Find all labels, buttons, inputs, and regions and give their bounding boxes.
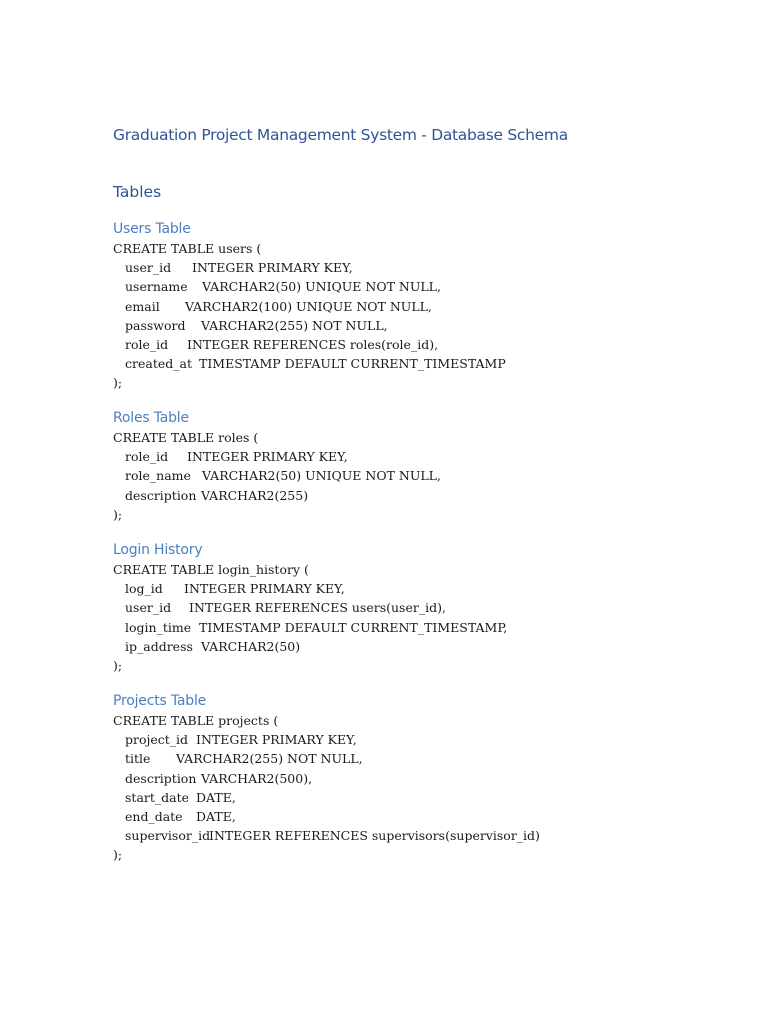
column-name: supervisor_id [125, 828, 211, 844]
column-type: DATE, [196, 808, 236, 824]
column-name: start_date [125, 789, 190, 805]
table-block-login-history [113, 540, 508, 675]
column-name: email [125, 298, 160, 314]
close-statement: ); [113, 657, 123, 673]
column-type: INTEGER REFERENCES users(user_id), [189, 600, 446, 616]
table-block-users [113, 219, 506, 393]
column-name: description [125, 770, 197, 786]
column-definition [113, 749, 363, 768]
document-title: Graduation Project Management System - Database Schema [113, 126, 568, 144]
create-statement: CREATE TABLE users ( [113, 241, 262, 256]
column-type: TIMESTAMP DEFAULT CURRENT_TIMESTAMP [199, 356, 506, 372]
column-definition [113, 579, 345, 598]
column-type: VARCHAR2(50) UNIQUE NOT NULL, [202, 279, 441, 295]
column-type: VARCHAR2(50) UNIQUE NOT NULL, [202, 468, 441, 484]
column-name: role_name [125, 468, 191, 484]
column-name: end_date [125, 808, 183, 824]
column-name: user_id [125, 600, 172, 616]
column-definition [113, 598, 446, 617]
column-definition [113, 807, 278, 826]
column-definition [113, 335, 439, 354]
column-type: INTEGER REFERENCES roles(role_id), [187, 336, 439, 352]
column-definition [113, 486, 309, 505]
create-statement: CREATE TABLE projects ( [113, 713, 279, 728]
column-type: VARCHAR2(255) [201, 487, 309, 503]
column-definition [113, 466, 441, 485]
column-definition [113, 826, 540, 845]
column-definition [113, 316, 388, 335]
close-statement: ); [113, 847, 123, 863]
table-block-projects [113, 691, 540, 865]
column-type: INTEGER PRIMARY KEY, [187, 449, 348, 465]
column-name: log_id [125, 581, 163, 597]
column-type: TIMESTAMP DEFAULT CURRENT_TIMESTAMP, [199, 619, 508, 635]
table-heading: Projects Table [113, 693, 207, 709]
column-name: description [125, 487, 197, 503]
column-definition [113, 447, 348, 466]
create-statement: CREATE TABLE roles ( [113, 430, 259, 445]
column-definition [113, 788, 278, 807]
column-type: INTEGER PRIMARY KEY, [196, 732, 357, 748]
table-heading: Users Table [113, 221, 191, 237]
column-type: VARCHAR2(255) NOT NULL, [176, 751, 363, 767]
create-statement: CREATE TABLE login_history ( [113, 562, 309, 577]
column-type: VARCHAR2(50) [201, 638, 301, 654]
column-name: ip_address [125, 638, 193, 654]
column-type: DATE, [196, 789, 236, 805]
column-name: login_time [125, 619, 192, 635]
column-name: user_id [125, 260, 172, 276]
column-definition [113, 277, 441, 296]
sql-code-block [113, 239, 506, 393]
column-type: INTEGER REFERENCES supervisors(supervisor_id) [209, 828, 540, 844]
column-name: password [125, 317, 186, 333]
column-definition [113, 618, 508, 637]
sql-code-block [113, 560, 508, 675]
column-type: VARCHAR2(255) NOT NULL, [201, 317, 388, 333]
column-definition [113, 354, 506, 373]
table-block-roles [113, 408, 441, 524]
close-statement: ); [113, 375, 123, 391]
column-definition [113, 730, 357, 749]
table-heading: Login History [113, 542, 203, 558]
table-heading: Roles Table [113, 410, 189, 426]
column-type: VARCHAR2(100) UNIQUE NOT NULL, [185, 298, 432, 314]
column-name: role_id [125, 336, 169, 352]
column-name: project_id [125, 732, 189, 748]
column-definition [113, 297, 432, 316]
column-name: created_at [125, 356, 192, 372]
column-name: title [125, 751, 151, 767]
section-heading-tables: Tables [113, 183, 162, 201]
column-name: role_id [125, 449, 169, 465]
column-name: username [125, 279, 188, 295]
column-definition [113, 258, 353, 277]
column-type: INTEGER PRIMARY KEY, [184, 581, 345, 597]
column-definition [113, 637, 309, 656]
column-definition [113, 769, 313, 788]
sql-code-block [113, 428, 441, 524]
sql-code-block [113, 711, 540, 865]
column-type: VARCHAR2(500), [201, 770, 313, 786]
close-statement: ); [113, 506, 123, 522]
column-type: INTEGER PRIMARY KEY, [192, 260, 353, 276]
